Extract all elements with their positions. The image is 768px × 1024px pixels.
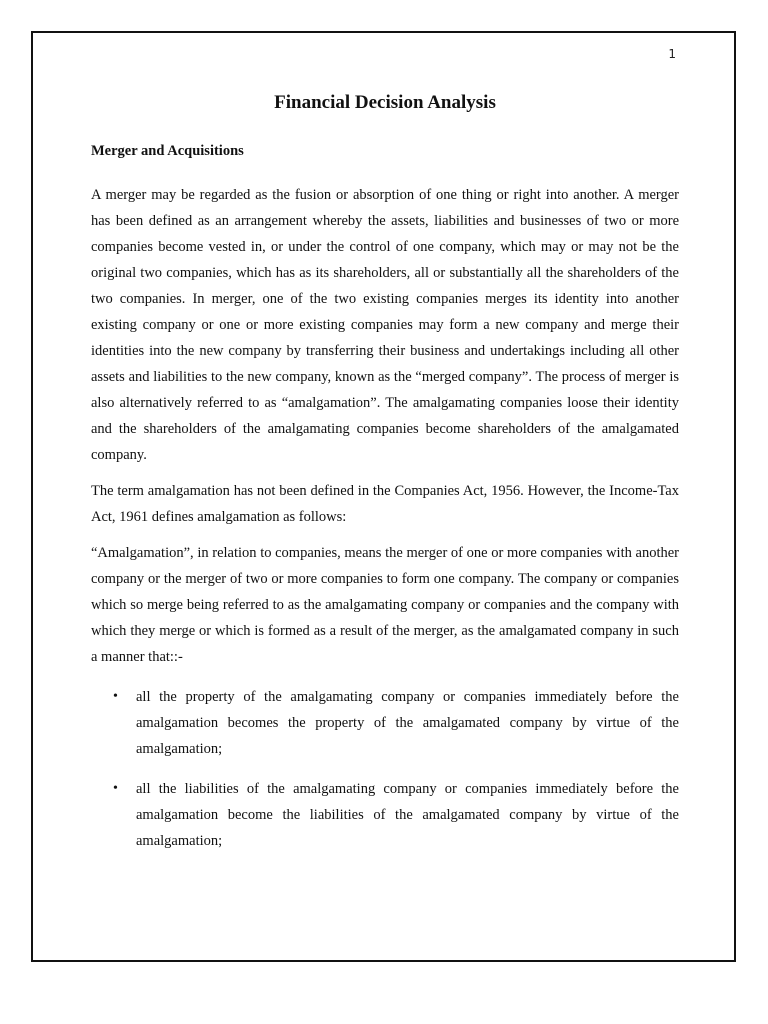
document-title: Financial Decision Analysis: [274, 92, 496, 113]
list-item: [91, 776, 679, 854]
paragraph-amalgamation-definition: “Amalgamation”, in relation to companies, means the merger of one or more companies with another company or the merger of two or more companies to form one company. The company or companies which so merge being referred to as the amalgamating company or companies and the company with which they merge or which is formed as a result of the merger, as the amalgamated company in such a manner that::-: [91, 545, 679, 665]
section-heading: Merger and Acquisitions: [91, 143, 244, 159]
list-item-text: all the liabilities of the amalgamating company or companies immediately before the amalgamation become the liabilities of the amalgamated company by virtue of the amalgamation;: [136, 781, 679, 849]
paragraph-merger-definition: A merger may be regarded as the fusion or absorption of one thing or right into another. A merger has been defined as an arrangement whereby the assets, liabilities and businesses of two or more companies become vested in, or under the control of one company, which may or may not be the original two companies, which has as its shareholders, all or substantially all the shareholders of the two companies. In merger, one of the two existing companies merges its identity into another existing company or one or more existing companies may form a new company and merge their identities into the new company by transferring their business and undertakings including all other assets and liabilities to the new company, known as the “merged company”. The process of merger is also alternatively referred to as “amalgamation”. The amalgamating companies loose their identity and the shareholders of the amalgamating companies become shareholders of the amalgamated company.: [91, 187, 679, 463]
page-content: [91, 91, 679, 868]
page-number: 1: [668, 47, 676, 61]
document-page: [31, 31, 736, 962]
list-item-text: all the property of the amalgamating company or companies immediately before the amalgamation becomes the property of the amalgamated company by virtue of the amalgamation;: [136, 689, 679, 757]
bullet-icon: •: [113, 781, 118, 796]
conditions-list: [91, 684, 679, 854]
paragraph-companies-act: The term amalgamation has not been defined in the Companies Act, 1956. However, the Income-Tax Act, 1961 defines amalgamation as follows:: [91, 483, 679, 525]
list-item: [91, 684, 679, 762]
bullet-icon: •: [113, 689, 118, 704]
